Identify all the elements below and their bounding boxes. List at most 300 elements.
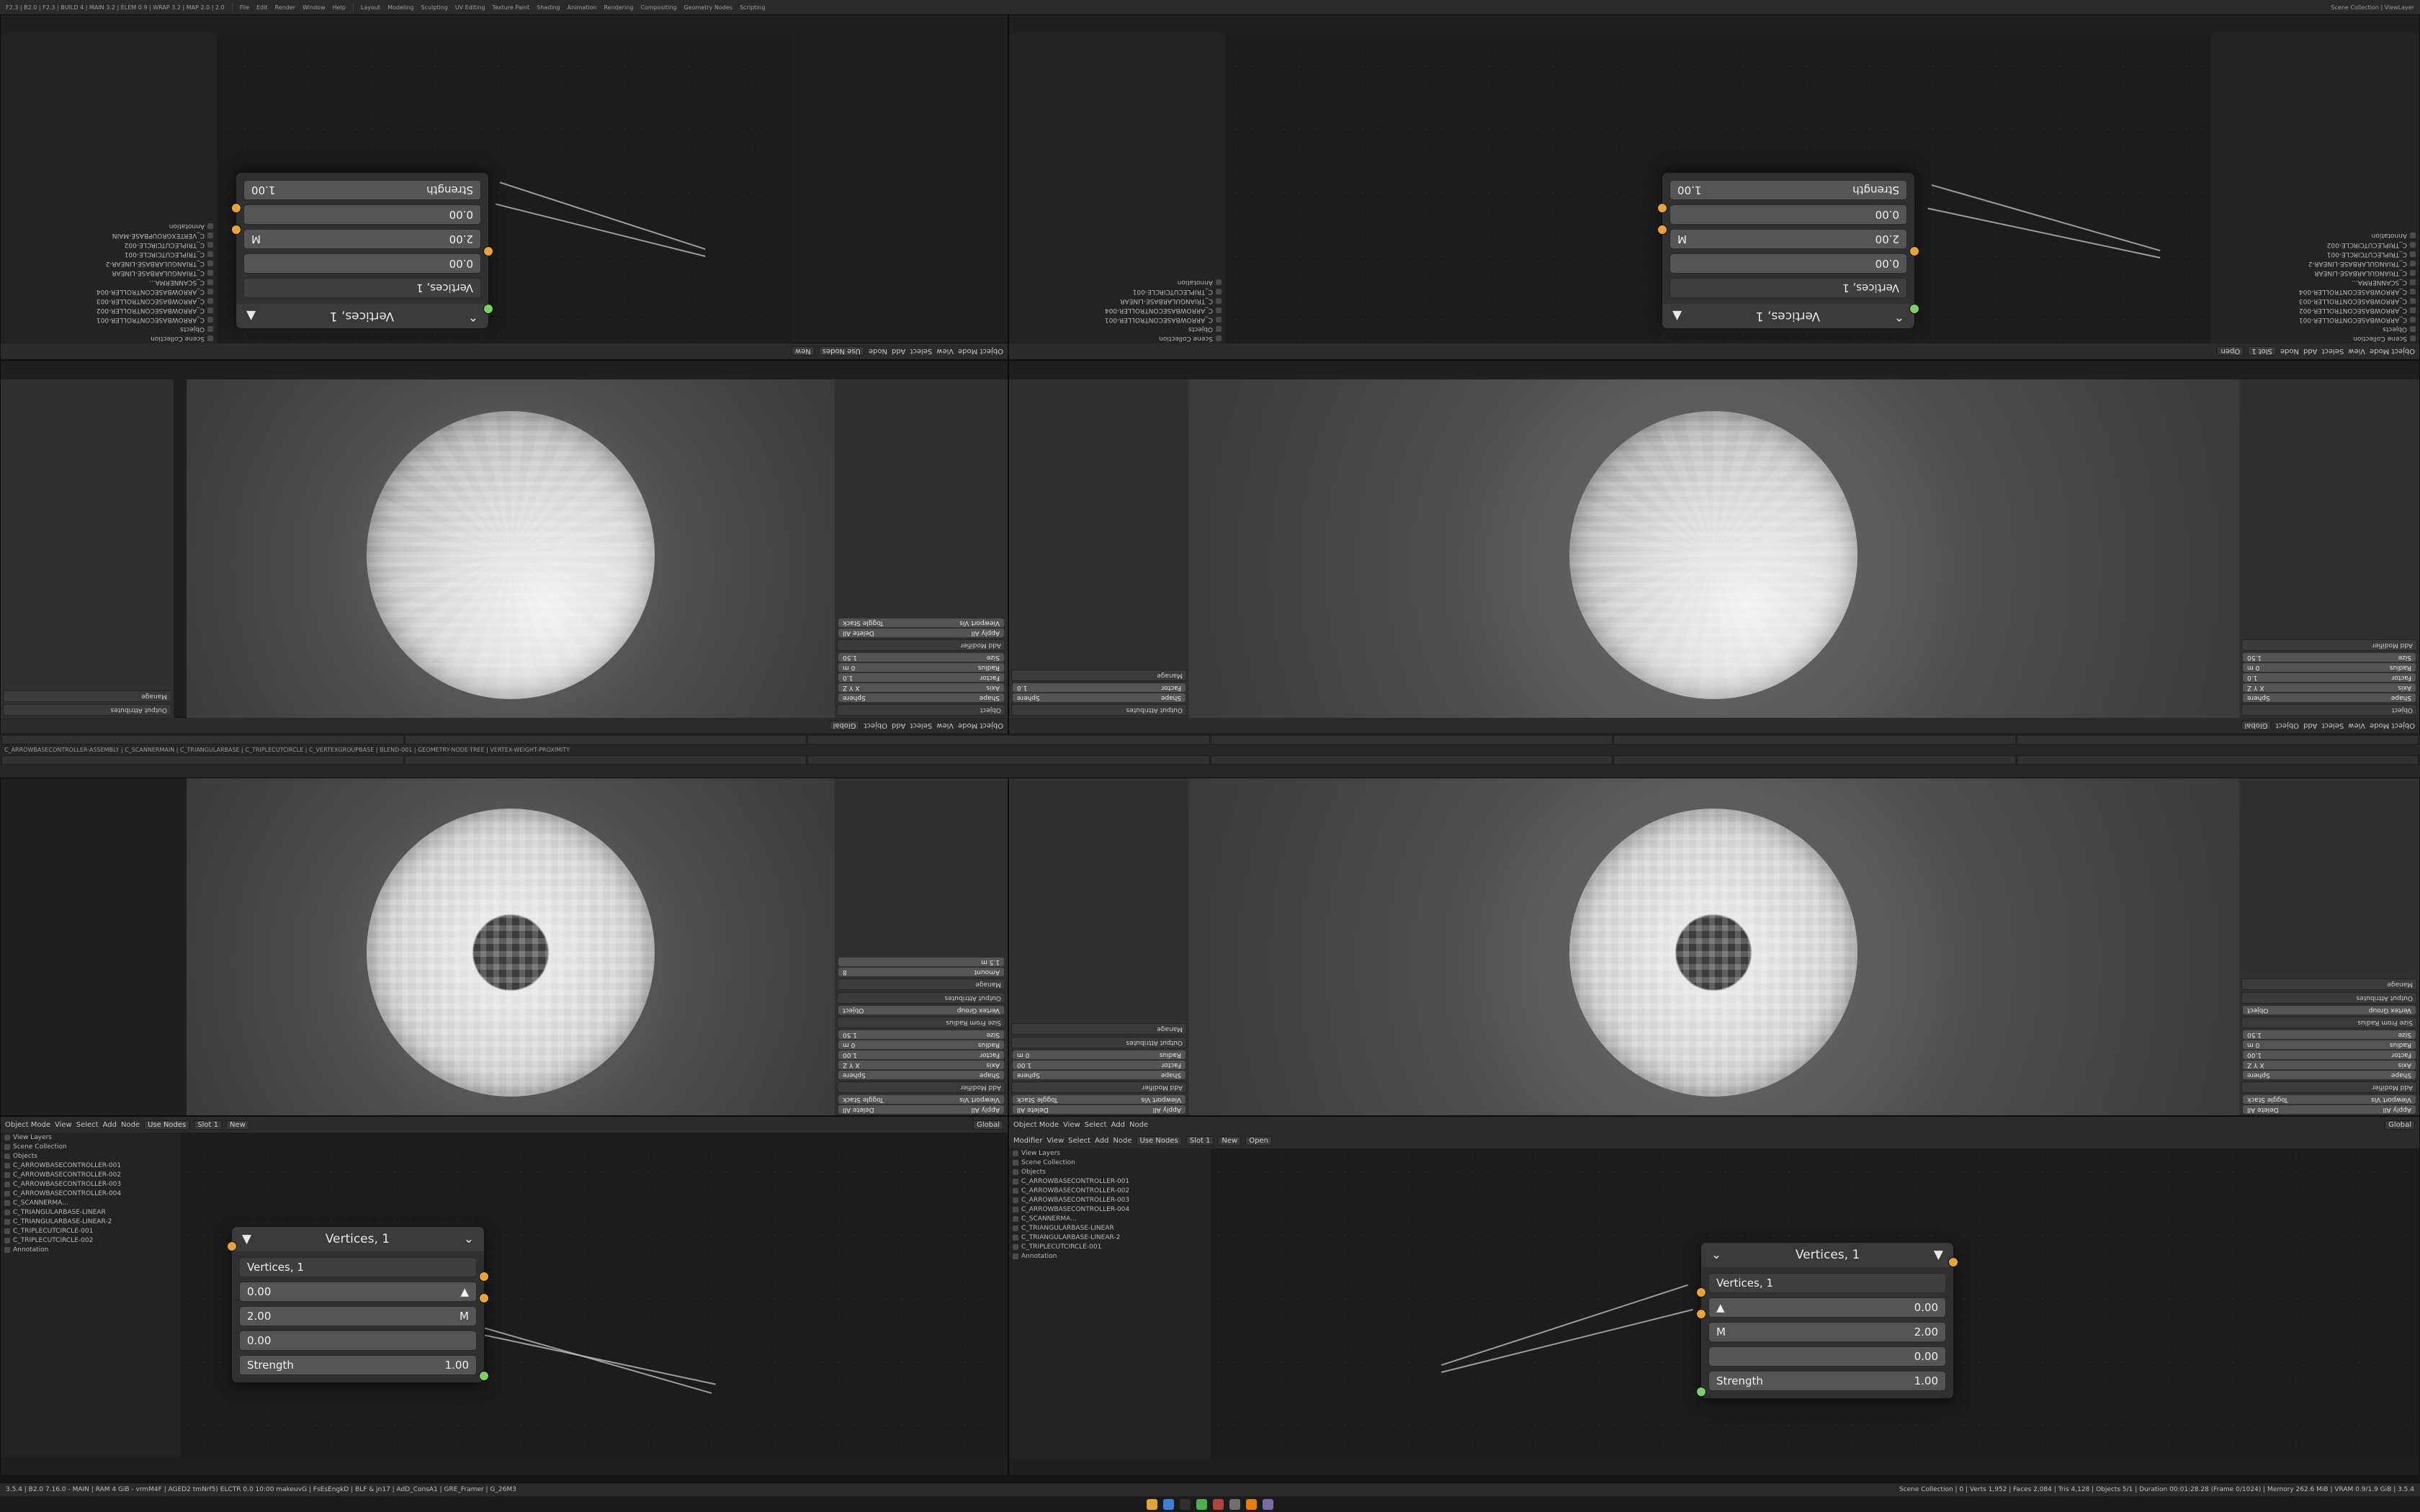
modifier-panel-lr2[interactable] <box>1009 778 1189 1115</box>
outliner-row[interactable] <box>2210 315 2419 325</box>
output-attributes-section[interactable]: Output Attributes <box>1011 704 1187 716</box>
outliner-row[interactable] <box>1009 1242 1211 1251</box>
properties-ml[interactable] <box>835 379 1008 718</box>
modifier-node[interactable]: Node <box>1113 1136 1132 1145</box>
node-editor-canvas-br[interactable] <box>1211 1148 2420 1458</box>
spreadsheet-strip[interactable] <box>0 734 2420 778</box>
sphere-object[interactable] <box>1569 411 1857 699</box>
modifier-menu[interactable]: Modifier <box>1013 1136 1043 1145</box>
output-attributes-section[interactable]: Output Attributes <box>2241 992 2417 1004</box>
modifier-select[interactable]: Select <box>1068 1136 1091 1145</box>
terminal-icon[interactable] <box>1180 1499 1191 1510</box>
radius-value[interactable]: 0 m <box>1017 1051 1030 1058</box>
workspace-tab-geonodes[interactable]: Geometry Nodes <box>684 4 732 11</box>
outliner-row[interactable] <box>1 325 217 334</box>
outliner-row[interactable] <box>1009 1195 1211 1205</box>
output-attributes-section[interactable]: Output Attributes <box>3 704 171 716</box>
node-value-0[interactable] <box>1670 253 1907 274</box>
outliner-row[interactable] <box>1 222 217 231</box>
size-label: Size <box>2398 1031 2411 1038</box>
header-mode[interactable]: Object Mode <box>5 1120 50 1129</box>
modifier-view[interactable]: View <box>1047 1136 1065 1145</box>
outliner-row[interactable] <box>1009 315 1225 325</box>
socket-orange-icon[interactable] <box>483 246 493 256</box>
outliner-label: Annotation <box>1177 279 1213 287</box>
radius-value[interactable]: 0 m <box>843 1041 856 1048</box>
property-value[interactable]: X Y Z <box>2247 684 2264 691</box>
outliner-label: C_TRIANGULARBASE-LINEAR <box>1021 1224 1114 1232</box>
outliner-row[interactable] <box>1 1142 181 1151</box>
node-collapse-icon[interactable]: ⌄ <box>1711 1248 1722 1262</box>
socket-orange-icon[interactable] <box>479 1272 489 1282</box>
transform-orientation-select[interactable]: Global <box>830 721 860 731</box>
topbar-tab-render[interactable]: Render <box>274 4 296 11</box>
node-value-1[interactable] <box>1708 1322 1946 1342</box>
mesh-icon <box>4 1219 10 1225</box>
outliner-row[interactable] <box>1009 1205 1211 1214</box>
vertex-group-label: Vertex Group <box>956 1007 1000 1014</box>
transform-orientation-select[interactable]: Global <box>2385 1120 2415 1130</box>
slot-selector[interactable]: Slot 1 <box>2248 347 2276 356</box>
node-editor-header-br[interactable] <box>1009 1117 2419 1133</box>
apply-all-label[interactable]: Apply All <box>971 629 1000 636</box>
outliner-row[interactable] <box>2210 269 2419 278</box>
distance-value[interactable]: 1.5 m <box>981 958 1000 966</box>
outliner-tr[interactable] <box>2210 34 2419 343</box>
modifier-panel-ll[interactable] <box>835 778 1008 1115</box>
header-add[interactable]: Add <box>102 1120 117 1129</box>
header-view[interactable]: View <box>2348 721 2365 730</box>
node-strength-row[interactable] <box>243 180 481 200</box>
outliner-row[interactable] <box>1009 325 1225 334</box>
node-editor-canvas-tr[interactable] <box>1224 34 2210 343</box>
outliner-row[interactable] <box>1 1236 181 1245</box>
property-value[interactable]: X Y Z <box>843 684 860 691</box>
shape-value[interactable]: Sphere <box>1017 1071 1040 1079</box>
outliner-label: C_TRIPLECUTCIRCLE-002 <box>2326 241 2407 249</box>
open-button[interactable]: Open <box>2217 347 2244 356</box>
header-select[interactable]: Select <box>2321 347 2344 356</box>
toggle-stack-label[interactable]: Toggle Stack <box>843 619 884 626</box>
outliner-row[interactable] <box>1 259 217 269</box>
vertices-node-bl[interactable] <box>231 1226 485 1383</box>
outliner-row[interactable] <box>2210 306 2419 315</box>
vertices-node-tl[interactable] <box>236 172 489 329</box>
header-mode[interactable]: Object Mode <box>958 347 1003 356</box>
node-editor-canvas-bl[interactable] <box>181 1133 1008 1457</box>
outliner-row[interactable] <box>1 1133 181 1142</box>
node-editor-header-tr[interactable] <box>1009 343 2419 359</box>
workspace-tab-compositing[interactable]: Compositing <box>640 4 677 11</box>
factor-value[interactable]: 1.00 <box>2247 1051 2262 1058</box>
editor-icon[interactable] <box>1196 1499 1207 1510</box>
outliner-row[interactable] <box>2210 259 2419 269</box>
socket-orange-icon[interactable] <box>1696 1309 1706 1319</box>
property-value[interactable]: Sphere <box>843 694 866 701</box>
header-object[interactable]: Object <box>2275 721 2300 730</box>
mesh-icon <box>4 1200 10 1206</box>
topbar-tabs[interactable]: File <box>239 4 250 11</box>
header-view[interactable]: View <box>55 1120 72 1129</box>
outliner-row[interactable] <box>2210 334 2419 343</box>
outliner-row[interactable] <box>1 287 217 297</box>
outliner-row[interactable] <box>1009 1148 1211 1158</box>
add-modifier-button[interactable]: Add Modifier <box>2241 1081 2417 1093</box>
toggle-stack-label[interactable]: Toggle Stack <box>1017 1096 1058 1103</box>
outliner-row[interactable] <box>1 1151 181 1161</box>
apply-all-label[interactable]: Apply All <box>2383 1106 2411 1113</box>
top-menubar[interactable] <box>0 0 2420 15</box>
vertex-group-row <box>838 1006 1004 1014</box>
outliner-row[interactable] <box>1009 1186 1211 1195</box>
factor-value[interactable]: 1.00 <box>1017 1061 1032 1068</box>
apply-all-label[interactable]: Apply All <box>1152 1106 1181 1113</box>
properties-mr-right[interactable] <box>1009 379 1189 718</box>
sphere-object-hollow[interactable] <box>1569 809 1857 1097</box>
use-nodes-button[interactable]: Use Nodes <box>1137 1136 1182 1146</box>
manage-section[interactable]: Manage <box>837 978 1005 990</box>
node-strength-row[interactable] <box>1708 1371 1946 1391</box>
header-mode[interactable]: Object Mode <box>2370 721 2415 730</box>
property-value[interactable]: 0 m <box>2247 664 2260 671</box>
outliner-label: Annotation <box>1021 1252 1057 1260</box>
socket-orange-icon[interactable] <box>231 225 241 235</box>
viewport-3d-ll[interactable] <box>187 778 835 1115</box>
use-nodes-button[interactable]: Use Nodes <box>819 347 864 356</box>
outliner-row[interactable] <box>1 250 217 259</box>
property-label: Radius <box>977 664 1000 671</box>
header-add[interactable]: Add <box>892 721 906 730</box>
viewport-3d-mr[interactable] <box>1188 379 2239 718</box>
apply-all-label[interactable]: Apply All <box>971 1106 1000 1113</box>
workspace-tab-animation[interactable]: Animation <box>567 4 597 11</box>
node-value-1[interactable] <box>239 1306 477 1326</box>
mesh-icon <box>4 1163 10 1169</box>
transform-orientation-select[interactable]: Global <box>973 1120 1003 1130</box>
header-node[interactable]: Node <box>2280 347 2300 356</box>
topbar-tab-help[interactable]: Help <box>332 4 346 11</box>
object-label[interactable]: Object <box>843 1007 864 1014</box>
collection-icon <box>1216 336 1222 342</box>
socket-orange-icon[interactable] <box>1657 203 1667 213</box>
slot-selector[interactable]: Slot 1 <box>194 1120 222 1130</box>
outliner-row[interactable] <box>1 1170 181 1179</box>
shape-value[interactable]: Sphere <box>2247 1071 2270 1079</box>
sphere-object[interactable] <box>367 411 655 699</box>
viewport-3d-ml[interactable] <box>187 379 835 718</box>
manage-section[interactable]: Manage <box>2241 978 2417 990</box>
outliner-row[interactable] <box>1 1161 181 1170</box>
property-value[interactable]: 1.0 <box>843 674 853 681</box>
output-attributes-section[interactable]: Output Attributes <box>837 992 1005 1004</box>
viewport-header-mr[interactable] <box>1009 717 2419 734</box>
outliner-row[interactable] <box>2210 231 2419 240</box>
outliner-label: Scene Collection <box>151 335 205 343</box>
settings-icon[interactable] <box>1229 1499 1240 1510</box>
node-dropdown-icon[interactable]: ▼ <box>242 1232 252 1246</box>
delete-all-label[interactable]: Delete All <box>1017 1106 1049 1113</box>
toggle-stack-label[interactable]: Toggle Stack <box>843 1096 884 1103</box>
properties-section-header[interactable]: Object <box>2241 704 2417 716</box>
outliner-row[interactable] <box>2210 287 2419 297</box>
node-header[interactable] <box>1662 304 1914 328</box>
size-value[interactable]: 1.50 <box>843 1031 858 1038</box>
radius-label: Radius <box>2389 1041 2411 1048</box>
outliner-row[interactable] <box>2210 250 2419 259</box>
outliner-row[interactable] <box>2210 278 2419 287</box>
use-nodes-button[interactable]: Use Nodes <box>144 1120 189 1130</box>
outliner-row[interactable] <box>1 306 217 315</box>
socket-orange-icon[interactable] <box>227 1241 237 1251</box>
workspace-tab-uv[interactable]: UV Editing <box>454 4 485 11</box>
socket-green-icon[interactable] <box>1696 1387 1706 1397</box>
outliner-row[interactable] <box>1 1217 181 1226</box>
outliner-label: C_SCANNERMA... <box>2352 279 2407 287</box>
node-strength-row[interactable] <box>239 1355 477 1375</box>
outliner-row[interactable] <box>1009 297 1225 306</box>
properties-mr-left[interactable] <box>2239 379 2419 718</box>
socket-orange-icon[interactable] <box>1657 225 1667 235</box>
mesh-icon <box>4 1238 10 1243</box>
header-select[interactable]: Select <box>2321 721 2344 730</box>
header-select[interactable]: Select <box>76 1120 99 1129</box>
outliner-row[interactable] <box>1009 1214 1211 1223</box>
property-value[interactable]: 1.50 <box>2247 654 2262 661</box>
header-view[interactable]: View <box>2348 347 2365 356</box>
delete-all-label[interactable]: Delete All <box>843 629 874 636</box>
socket-orange-icon[interactable] <box>479 1293 489 1303</box>
outliner-row[interactable] <box>1009 1176 1211 1186</box>
shape-value[interactable]: Sphere <box>843 1071 866 1079</box>
header-node[interactable]: Node <box>868 347 888 356</box>
node-editor-header-bl[interactable] <box>1 1117 1008 1133</box>
properties-section-header[interactable]: Object <box>837 704 1005 716</box>
viewport-vis-label[interactable]: Viewport Vis <box>2371 1096 2411 1103</box>
new-node-tree-button[interactable]: New <box>792 347 815 356</box>
node-collapse-icon[interactable]: ⌃ <box>1894 309 1904 323</box>
property-value[interactable]: 1.0 <box>1017 684 1028 691</box>
manage-section[interactable]: Manage <box>1011 1023 1187 1035</box>
vertices-node-br[interactable] <box>1700 1242 1954 1399</box>
outliner-row[interactable] <box>1 1245 181 1254</box>
delete-all-label[interactable]: Delete All <box>2247 1106 2279 1113</box>
size-from-radius-checkbox[interactable]: Size From Radius <box>837 1017 1005 1028</box>
property-value[interactable]: Sphere <box>2247 694 2270 701</box>
outliner-row[interactable] <box>1 1189 181 1198</box>
size-value[interactable]: 1.50 <box>2247 1031 2262 1038</box>
node-value-0[interactable] <box>1708 1297 1946 1318</box>
new-node-tree-button[interactable]: New <box>226 1120 249 1130</box>
taskbar[interactable] <box>0 1496 2420 1512</box>
workspace-tab-texpaint[interactable]: Texture Paint <box>492 4 530 11</box>
outliner-row[interactable] <box>2210 240 2419 250</box>
outliner-row[interactable] <box>1 1207 181 1217</box>
socket-orange-icon[interactable] <box>1948 1257 1958 1267</box>
add-modifier-button[interactable]: Add Modifier <box>1011 1081 1187 1093</box>
workspace-tab-scripting[interactable]: Scripting <box>739 4 766 11</box>
outliner-row[interactable] <box>1009 1233 1211 1242</box>
property-value[interactable]: 1.50 <box>843 654 858 661</box>
node-dropdown-icon[interactable]: ▲ <box>1672 309 1682 323</box>
outliner-row[interactable] <box>1 231 217 240</box>
manage-section[interactable]: Manage <box>3 690 171 702</box>
topbar-tab-edit[interactable]: Edit <box>256 4 268 11</box>
outliner-br[interactable] <box>1009 1148 1211 1458</box>
slot-selector[interactable]: Slot 1 <box>1186 1136 1214 1146</box>
vertices-node-tr[interactable] <box>1662 172 1915 329</box>
header-mode[interactable]: Object Mode <box>2370 347 2415 356</box>
outliner-row[interactable] <box>1009 306 1225 315</box>
node-header[interactable] <box>236 304 488 328</box>
node-editor-header-tl[interactable] <box>1 343 1008 359</box>
size-from-radius-checkbox[interactable]: Size From Radius <box>2241 1017 2417 1028</box>
outliner-row[interactable] <box>1009 1167 1211 1176</box>
socket-green-icon[interactable] <box>479 1371 489 1381</box>
outliner-row[interactable] <box>1 334 217 343</box>
header-object[interactable]: Node <box>1129 1120 1149 1129</box>
output-attributes-section[interactable]: Output Attributes <box>1011 1037 1187 1048</box>
outliner-row[interactable] <box>2210 325 2419 334</box>
manage-section[interactable]: Manage <box>1011 670 1187 681</box>
node-dropdown-icon[interactable]: ▼ <box>1933 1248 1943 1262</box>
node-value-0[interactable] <box>243 253 481 274</box>
workspace-tab-rendering[interactable]: Rendering <box>604 4 634 11</box>
socket-orange-icon[interactable] <box>231 203 241 213</box>
axis-value[interactable]: X Y Z <box>843 1061 860 1068</box>
header-view[interactable]: View <box>1063 1120 1080 1129</box>
outliner-row[interactable] <box>1 269 217 278</box>
header-view[interactable]: View <box>936 347 954 356</box>
viewport-header-ml[interactable] <box>1 717 1008 734</box>
add-modifier-button[interactable]: Add Modifier <box>837 1081 1005 1093</box>
outliner-row[interactable] <box>1009 1223 1211 1233</box>
outliner-row[interactable] <box>1 315 217 325</box>
workspace-tab-shading[interactable]: Shading <box>537 4 560 11</box>
outliner-tl[interactable] <box>1 34 217 343</box>
socket-green-icon[interactable] <box>483 304 493 314</box>
property-value[interactable]: 0 m <box>843 664 856 671</box>
property-value[interactable]: Sphere <box>1017 694 1040 701</box>
viewport-vis-label[interactable]: Viewport Vis <box>959 1096 1000 1103</box>
header-add[interactable]: Add <box>2303 347 2318 356</box>
amount-value[interactable]: 8 <box>843 968 847 976</box>
node-value-2[interactable] <box>1670 204 1907 225</box>
radius-row <box>2243 1040 2416 1049</box>
node-stepper-icon[interactable]: ▲ <box>460 1285 469 1298</box>
add-modifier-button[interactable]: Add Modifier <box>2241 639 2417 651</box>
socket-green-icon[interactable] <box>1909 304 1919 314</box>
node-dropdown-icon[interactable]: ▲ <box>246 309 256 323</box>
node-strength-row[interactable] <box>1670 180 1907 200</box>
open-button[interactable]: Open <box>1245 1136 1272 1146</box>
delete-all-label[interactable]: Delete All <box>843 1106 874 1113</box>
add-modifier-button[interactable]: Add Modifier <box>837 639 1005 651</box>
header-object[interactable]: Object <box>864 721 888 730</box>
socket-orange-icon[interactable] <box>1696 1287 1706 1297</box>
header-add[interactable]: Add <box>892 347 906 356</box>
header-mode[interactable]: Object Mode <box>958 721 1003 730</box>
node-header[interactable] <box>232 1227 484 1251</box>
node-value-2[interactable] <box>239 1331 477 1351</box>
node-collapse-icon[interactable]: ⌄ <box>463 1232 474 1246</box>
sphere-object-hollow[interactable] <box>367 809 655 1097</box>
node-value-1[interactable] <box>243 229 481 249</box>
property-value[interactable]: 1.0 <box>2247 674 2258 681</box>
header-view[interactable]: View <box>936 721 954 730</box>
outliner-row[interactable] <box>1009 334 1225 343</box>
workspace-tab-modeling[interactable]: Modeling <box>387 4 414 11</box>
header-mode[interactable]: Object Mode <box>1013 1120 1059 1129</box>
media-icon[interactable] <box>1213 1499 1224 1510</box>
outliner-row[interactable] <box>1009 1158 1211 1167</box>
axis-value[interactable]: X Y Z <box>2247 1061 2264 1068</box>
workspace-tab-layout[interactable]: Layout <box>360 4 381 11</box>
outliner-row[interactable] <box>1009 1251 1211 1261</box>
outliner-row[interactable] <box>1 1198 181 1207</box>
outliner-row[interactable] <box>1 1226 181 1236</box>
modifier-add[interactable]: Add <box>1095 1136 1109 1145</box>
mesh-icon <box>207 318 213 323</box>
files-icon[interactable] <box>1147 1499 1157 1510</box>
quadrant-top-left <box>0 14 1008 360</box>
modifier-panel-lr[interactable] <box>2239 778 2419 1115</box>
outliner-row[interactable] <box>1009 287 1225 297</box>
outliner-tr-2[interactable] <box>1009 34 1225 343</box>
outliner-row[interactable] <box>2210 297 2419 306</box>
outliner-row[interactable] <box>1 240 217 250</box>
viewport-vis-label[interactable]: Viewport Vis <box>959 619 1000 626</box>
node-value-2[interactable] <box>243 204 481 225</box>
node-value-0[interactable] <box>239 1282 477 1302</box>
workspace-tab-sculpting[interactable]: Sculpting <box>421 4 448 11</box>
node-value-0-text: 0.00 <box>449 257 473 270</box>
node-collapse-icon[interactable]: ⌃ <box>467 309 478 323</box>
outliner-bl[interactable] <box>1 1133 181 1457</box>
factor-value[interactable]: 1.00 <box>843 1051 858 1058</box>
topbar-tab-window[interactable]: Window <box>302 4 326 11</box>
node-value-2[interactable] <box>1708 1346 1946 1367</box>
outliner-row[interactable] <box>1 278 217 287</box>
node-header[interactable] <box>1701 1243 1953 1267</box>
properties-ml-2[interactable] <box>1 379 174 718</box>
socket-orange-icon[interactable] <box>1909 246 1919 256</box>
header-add[interactable]: Add <box>2303 721 2318 730</box>
viewport-3d-lr[interactable] <box>1188 778 2239 1115</box>
node-stepper-icon[interactable]: ▲ <box>1716 1301 1725 1314</box>
outliner-row[interactable] <box>1009 278 1225 287</box>
mesh-icon <box>207 261 213 267</box>
header-select[interactable]: Select <box>1084 1120 1107 1129</box>
browser-icon[interactable] <box>1163 1499 1174 1510</box>
viewport-vis-label[interactable]: Viewport Vis <box>1141 1096 1181 1103</box>
gimp-icon[interactable] <box>1263 1499 1273 1510</box>
radius-value[interactable]: 0 m <box>2247 1041 2260 1048</box>
toggle-stack-label[interactable]: Toggle Stack <box>2247 1096 2288 1103</box>
outliner-row[interactable] <box>1 297 217 306</box>
object-label[interactable]: Object <box>2247 1007 2269 1014</box>
node-value-1[interactable] <box>1670 229 1907 249</box>
new-node-tree-button[interactable]: New <box>1218 1136 1241 1146</box>
header-select[interactable]: Select <box>910 721 933 730</box>
header-add[interactable]: Add <box>1111 1120 1125 1129</box>
header-node[interactable]: Node <box>120 1120 140 1129</box>
outliner-label: C_TRIPLECUTCIRCLE-001 <box>1132 288 1213 296</box>
transform-orientation-select[interactable]: Global <box>2241 721 2272 731</box>
blender-icon[interactable] <box>1246 1499 1257 1510</box>
header-select[interactable]: Select <box>910 347 933 356</box>
modifier-subheader-br[interactable] <box>1009 1133 2419 1149</box>
outliner-row[interactable] <box>1 1179 181 1189</box>
